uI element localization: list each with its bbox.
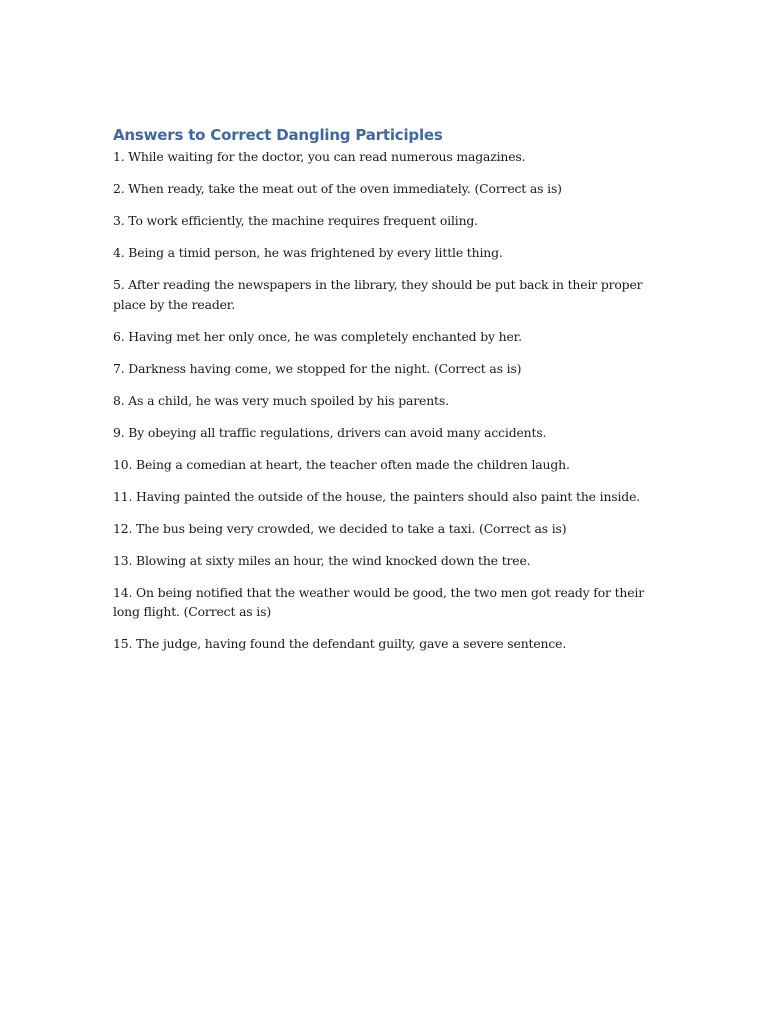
answer-item-13: 13. Blowing at sixty miles an hour, the wind knocked down the tree. (113, 552, 531, 568)
answer-item-9: 9. By obeying all traffic regulations, drivers can avoid many accidents. (113, 424, 547, 440)
document-body (113, 124, 658, 666)
answer-list (113, 147, 658, 654)
answer-item-2: 2. When ready, take the meat out of the oven immediately. (Correct as is) (113, 181, 562, 196)
answer-item-15: 15. The judge, having found the defendant guilty, gave a severe sentence. (113, 636, 567, 651)
document-title: Answers to Correct Dangling Participles (113, 126, 443, 144)
answer-item-6: 6. Having met her only once, he was completely enchanted by her. (113, 328, 522, 344)
answer-item-10: 10. Being a comedian at heart, the teacher often made the children laugh. (113, 456, 570, 472)
answer-item-4: 4. Being a timid person, he was frightened by every little thing. (113, 245, 503, 260)
answer-item-1: 1. While waiting for the doctor, you can read numerous magazines. (113, 149, 526, 164)
answer-item-12: 12. The bus being very crowded, we decided to take a taxi. (Correct as is) (113, 520, 567, 536)
answer-item-14: 14. On being notified that the weather would be good, the two men got ready for their long flight. (Correct as is) (113, 584, 645, 619)
answer-item-3: 3. To work efficiently, the machine requires frequent oiling. (113, 213, 478, 228)
answer-item-7: 7. Darkness having come, we stopped for the night. (Correct as is) (113, 360, 522, 376)
answer-item-5: 5. After reading the newspapers in the library, they should be put back in their proper place by the reader. (113, 277, 643, 312)
answer-item-11: 11. Having painted the outside of the house, the painters should also paint the inside. (113, 488, 641, 504)
answer-item-8: 8. As a child, he was very much spoiled by his parents. (113, 392, 449, 408)
